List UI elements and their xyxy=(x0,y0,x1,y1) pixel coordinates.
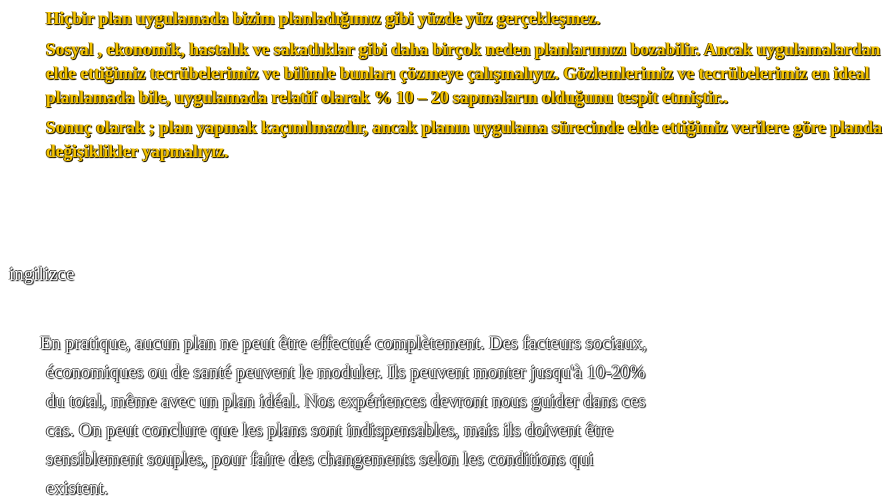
french-text-block xyxy=(40,330,888,504)
section-heading: ingilizce xyxy=(9,264,75,285)
turkish-paragraph-1: Hiçbir plan uygulamada bizim planladığımız gibi yüzde yüz gerçekleşmez. xyxy=(46,8,601,28)
turkish-paragraph-3: Sonuç olarak ; plan yapmak kaçınılmazdır, ancak planın uygulama sürecinde elde ettiğimiz verilere göre planda değişiklikler yapmalıyız. xyxy=(46,117,883,161)
french-line: cas. On peut conclure que les plans sont indispensables, mais ils doivent être xyxy=(46,421,614,441)
french-line: existent. xyxy=(46,479,109,499)
french-line: sensiblement souples, pour faire des changements selon les conditions qui xyxy=(46,450,594,470)
french-line: économiques ou de santé peuvent le moduler. Ils peuvent monter jusqu'à 10-20% xyxy=(46,363,646,383)
french-line: du total, même avec un plan idéal. Nos expériences devront nous guider dans ces xyxy=(46,392,646,412)
turkish-text-block xyxy=(46,6,891,163)
turkish-paragraph-2: Sosyal , ekonomik, hastalık ve sakatlıklar gibi daha birçok neden planlarımızı bozabilir. Ancak uygulamalardan elde ettiğimiz tecrübelerimiz ve bilimle bunları çözmeye çalışmalıyız. Gözlemlerimiz ve tecrübelerimiz en ideal planlamada bile, uygulamada relatif olarak % 10 – 20 sapmaların olduğunu tespit etmiştir.. xyxy=(46,39,881,107)
french-line: En pratique, aucun plan ne peut être effectué complètement. Des facteurs sociaux, xyxy=(40,334,647,354)
